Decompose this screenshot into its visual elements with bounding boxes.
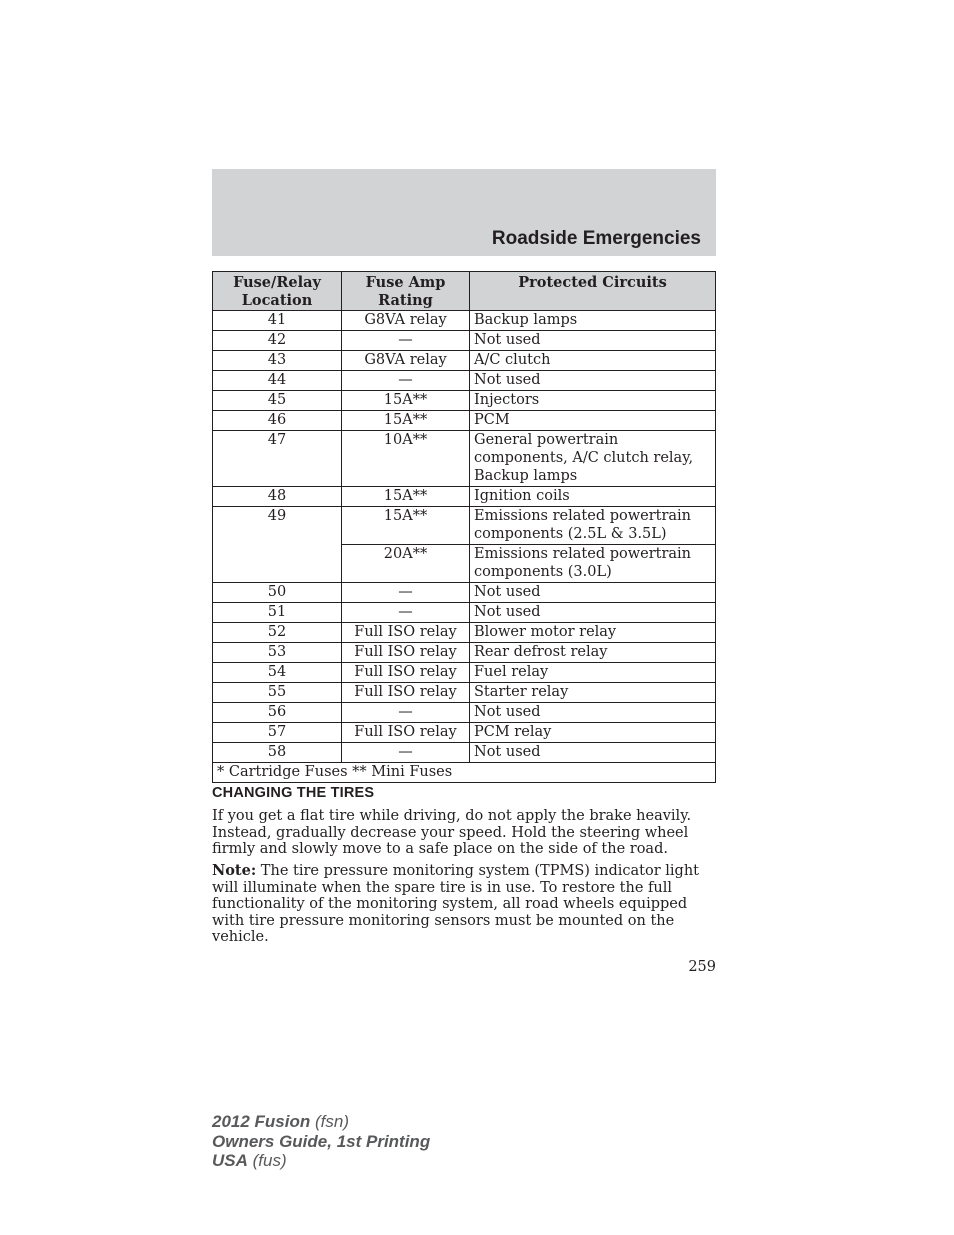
footer-model-code: (fsn) <box>310 1112 349 1131</box>
cell-amp: 20A** <box>342 545 470 583</box>
table-row <box>213 743 716 763</box>
table-row <box>213 583 716 603</box>
note-paragraph <box>212 863 716 946</box>
cell-location: 57 <box>213 723 342 743</box>
cell-amp: Full ISO relay <box>342 683 470 703</box>
cell-circuit: General powertrain components, A/C clutch relay, Backup lamps <box>470 431 716 487</box>
cell-location: 53 <box>213 643 342 663</box>
footer-line-3 <box>212 1151 430 1171</box>
cell-circuit: PCM <box>470 411 716 431</box>
cell-location: 47 <box>213 431 342 487</box>
cell-amp: Full ISO relay <box>342 623 470 643</box>
cell-circuit: Not used <box>470 743 716 763</box>
table-footnote: * Cartridge Fuses ** Mini Fuses <box>213 763 716 783</box>
cell-amp: Full ISO relay <box>342 643 470 663</box>
section-header-band <box>212 169 716 256</box>
cell-location: 46 <box>213 411 342 431</box>
table-row <box>213 683 716 703</box>
note-label: Note: <box>212 862 257 879</box>
cell-location: 54 <box>213 663 342 683</box>
cell-location: 55 <box>213 683 342 703</box>
table-row <box>213 663 716 683</box>
table-row <box>213 411 716 431</box>
cell-location: 41 <box>213 311 342 331</box>
table-header-row <box>213 272 716 311</box>
cell-amp: 15A** <box>342 507 470 545</box>
table-row <box>213 723 716 743</box>
cell-circuit: Not used <box>470 371 716 391</box>
table-row <box>213 487 716 507</box>
cell-amp: — <box>342 603 470 623</box>
table-row <box>213 391 716 411</box>
cell-amp: — <box>342 331 470 351</box>
cell-amp: G8VA relay <box>342 311 470 331</box>
cell-location: 43 <box>213 351 342 371</box>
cell-amp: — <box>342 371 470 391</box>
footer-market-code: (fus) <box>247 1151 287 1170</box>
cell-location: 56 <box>213 703 342 723</box>
footer-edition: Owners Guide, 1st Printing <box>212 1131 431 1151</box>
cell-circuit: Injectors <box>470 391 716 411</box>
column-header-amp: Fuse Amp Rating <box>342 272 470 311</box>
cell-amp: 15A** <box>342 411 470 431</box>
section-heading: CHANGING THE TIRES <box>212 785 375 801</box>
section-title: Roadside Emergencies <box>491 228 701 249</box>
cell-location: 49 <box>213 507 342 583</box>
body-paragraph: If you get a flat tire while driving, do not apply the brake heavily. Instead, gradually decrease your speed. Hold the steering wheel firmly and slowly move to a safe place on the side of the road. <box>212 808 692 857</box>
table-row <box>213 643 716 663</box>
column-header-circuits: Protected Circuits <box>470 272 716 311</box>
table-row <box>213 623 716 643</box>
cell-circuit: Backup lamps <box>470 311 716 331</box>
table-row <box>213 351 716 371</box>
table-row <box>213 703 716 723</box>
cell-amp: — <box>342 583 470 603</box>
table-row <box>213 311 716 331</box>
table-footnote-row <box>213 763 716 783</box>
cell-location: 42 <box>213 331 342 351</box>
page-number: 259 <box>688 959 716 975</box>
document-footer <box>212 1112 430 1171</box>
cell-amp: 10A** <box>342 431 470 487</box>
cell-amp: — <box>342 743 470 763</box>
cell-circuit: Not used <box>470 331 716 351</box>
cell-amp: Full ISO relay <box>342 723 470 743</box>
footer-line-2 <box>212 1132 430 1152</box>
cell-amp: 15A** <box>342 487 470 507</box>
footer-model: 2012 Fusion <box>212 1112 311 1131</box>
cell-circuit: Rear defrost relay <box>470 643 716 663</box>
table-row <box>213 603 716 623</box>
cell-circuit: Not used <box>470 703 716 723</box>
cell-amp: G8VA relay <box>342 351 470 371</box>
cell-location: 50 <box>213 583 342 603</box>
table-row <box>213 507 716 545</box>
cell-amp: 15A** <box>342 391 470 411</box>
cell-amp: Full ISO relay <box>342 663 470 683</box>
cell-circuit: Emissions related powertrain components (2.5L & 3.5L) <box>470 507 716 545</box>
cell-location: 52 <box>213 623 342 643</box>
cell-circuit: Blower motor relay <box>470 623 716 643</box>
footer-market: USA <box>212 1151 248 1170</box>
cell-location: 44 <box>213 371 342 391</box>
cell-circuit: Not used <box>470 583 716 603</box>
cell-circuit: Fuel relay <box>470 663 716 683</box>
cell-location: 58 <box>213 743 342 763</box>
table-row <box>213 331 716 351</box>
table-row <box>213 371 716 391</box>
cell-amp: — <box>342 703 470 723</box>
fuse-table <box>212 271 716 783</box>
cell-location: 51 <box>213 603 342 623</box>
cell-location: 48 <box>213 487 342 507</box>
note-text: The tire pressure monitoring system (TPMS) indicator light will illuminate when the spare tire is in use. To restore the full functionality of the monitoring system, all road wheels equipped with tire pressure monitoring sensors must be mounted on the vehicle. <box>212 863 699 945</box>
cell-circuit: Ignition coils <box>470 487 716 507</box>
column-header-location: Fuse/Relay Location <box>213 272 342 311</box>
cell-location: 45 <box>213 391 342 411</box>
cell-circuit: PCM relay <box>470 723 716 743</box>
cell-circuit: Starter relay <box>470 683 716 703</box>
cell-circuit: Not used <box>470 603 716 623</box>
cell-circuit: Emissions related powertrain components (3.0L) <box>470 545 716 583</box>
cell-circuit: A/C clutch <box>470 351 716 371</box>
footer-line-1 <box>212 1112 430 1132</box>
table-row <box>213 431 716 487</box>
